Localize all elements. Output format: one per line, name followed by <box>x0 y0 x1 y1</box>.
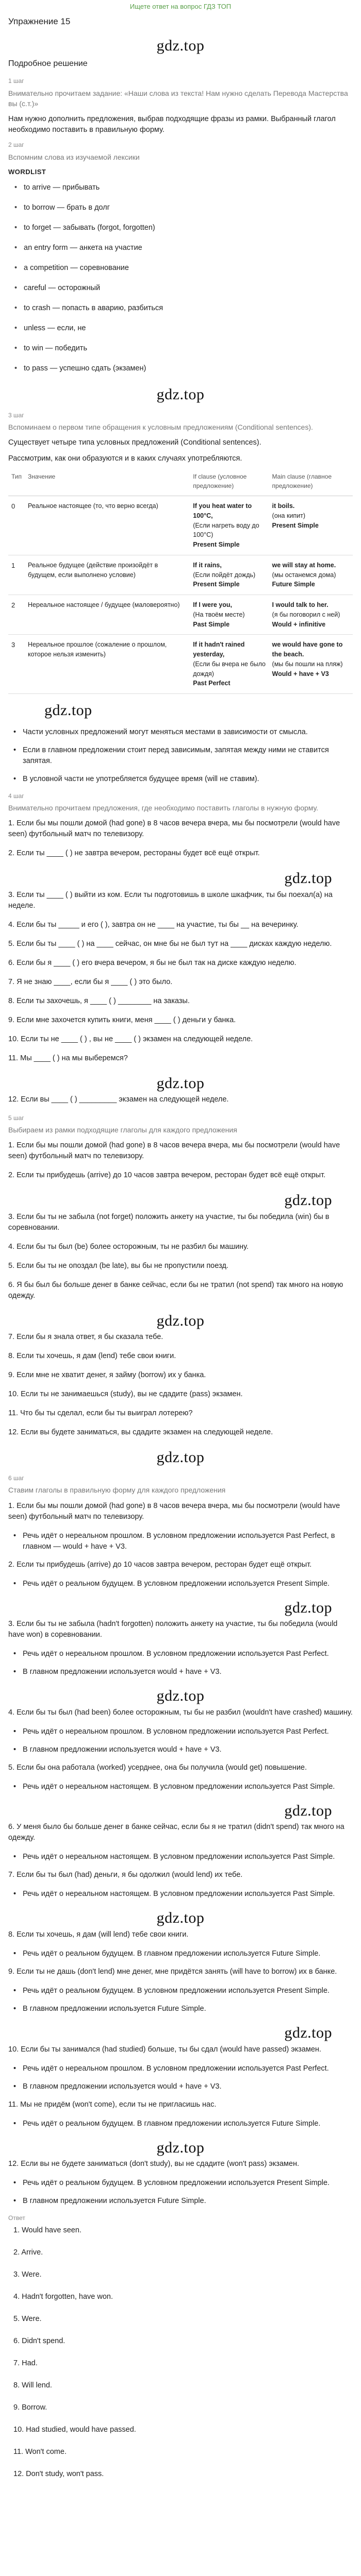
list-item: 12. Don't study, won't pass. <box>13 2469 104 2478</box>
table-row <box>8 635 353 694</box>
list-item: • unless — если, не <box>12 323 353 334</box>
list-item: 9. Если мне не хватит денег, я займу (borrow) их у банка. <box>8 1371 206 1380</box>
watermark: gdz.top <box>156 1074 205 1092</box>
list-item: 2. Если ты прибудешь (arrive) до 10 часов завтра вечером, ресторан будет всё ещё открыт. <box>8 1171 326 1180</box>
list-item: • to win — победить <box>12 343 353 354</box>
list-item: 4. Если бы ты _____ и его ( ), завтра он не ____ на участие, ты бы __ на вечеринку. <box>8 920 299 929</box>
explanation: • В главном предложении используется would + have + V3. <box>8 1744 353 1755</box>
step-label: 3 шаг <box>8 411 24 419</box>
page-title: Упражнение 15 <box>8 16 71 26</box>
list-item: • to crash — попасть в аварию, разбиться <box>12 303 353 314</box>
list-item: • to borrow — брать в долг <box>12 202 353 213</box>
table-row <box>8 555 353 595</box>
list-item: 5. Если бы она работала (worked) усерднее, она бы получила (would get) повышение. <box>8 1763 307 1772</box>
table-row <box>8 595 353 635</box>
explanation: • Речь идёт о реальном будущем. В главном предложении используется Future Simple. <box>8 2119 353 2129</box>
explanation: • Речь идёт о реальном будущем. В условном предложении используется Present Simple. <box>8 1579 353 1589</box>
rules-list <box>8 727 353 785</box>
list-item: 4. Если бы ты был (be) более осторожным, ты не разбил бы машину. <box>8 1242 249 1251</box>
paragraph: Нам нужно дополнить предложения, выбрав подходящие фразы из рамки. Выбранный глагол необходимо поставить в правильную форму. <box>8 115 336 134</box>
list-item: 1. Если бы мы пошли домой (had gone) в 8 часов вечера вчера, мы бы посмотрели (would have seen) футбольный матч по телевизору. <box>8 819 340 839</box>
table-cell: 0 <box>8 496 25 555</box>
list-item: 3. Если ты ____ ( ) выйти из ком. Если ты подготовишь в школе шкафчик, ты бы поехал(а) на неделе. <box>8 890 333 910</box>
watermark: gdz.top <box>156 1687 205 1705</box>
table-row <box>8 496 353 555</box>
table-cell: Реальное будущее (действие произойдёт в будущем, если выполнено условие) <box>25 555 190 595</box>
step-description: Внимательно прочитаем задание: «Наши слова из текста! Нам нужно сделать Перевода Мастерства вы (с.т.)» <box>8 89 348 108</box>
list-item: 12. Если вы ____ ( ) _________ экзамен на следующей неделе. <box>8 1095 229 1104</box>
step-label: 2 шаг <box>8 141 24 149</box>
list-item: 5. Если бы ты ____ ( ) на ____ сейчас, он мне бы не был тут на ____ дисках каждую неделю. <box>8 939 332 948</box>
list-item: 11. Мы ____ ( ) на мы выберемся? <box>8 1054 128 1062</box>
list-item: 7. Если бы ты был (had) деньги, я бы одолжил (would lend) их тебе. <box>8 1871 243 1879</box>
list-item: • Если в главном предложении стоит перед зависимым, запятая между ними не ставится запятая. <box>8 745 353 767</box>
table-cell: Нереальное прошлое (сожаление о прошлом, которое нельзя изменить) <box>25 635 190 694</box>
list-item: 10. Had studied, would have passed. <box>13 2425 136 2434</box>
explanation: • В главном предложении используется Future Simple. <box>8 2004 353 2014</box>
watermark: gdz.top <box>284 870 332 887</box>
list-item: 3. Если бы ты не забыла (not forget) положить анкету на участие, ты бы победила (win) бы в соревновании. <box>8 1212 330 1232</box>
list-item: 10. Если ты не занимаешься (study), вы не сдадите (pass) экзамен. <box>8 1390 243 1399</box>
list-item: • to pass — успешно сдать (экзамен) <box>12 363 353 374</box>
wordlist <box>12 182 353 374</box>
explanation: • Речь идёт о реальном будущем. В главном предложении используется Future Simple. <box>8 1948 353 1959</box>
list-item: 3. Если бы ты не забыла (hadn't forgotten) положить анкету на участие, ты бы победила (would have won) в соревновании. <box>8 1620 338 1639</box>
watermark: gdz.top <box>156 386 205 403</box>
list-item: 8. Если ты хочешь, я дам (will lend) тебе свои книги. <box>8 1930 189 1939</box>
top-link[interactable]: Ищете ответ на вопрос ГДЗ ТОП <box>129 3 232 10</box>
watermark: gdz.top <box>156 1312 205 1329</box>
watermark: gdz.top <box>284 1802 332 1819</box>
explanation: • Речь идёт о нереальном настоящем. В условном предложении используется Past Simple. <box>8 1782 353 1792</box>
step-label: 4 шаг <box>8 792 24 800</box>
list-item: 6. Я бы был бы больше денег в банке сейчас, если бы не тратил (not spend) так много на новую одежду. <box>8 1280 343 1300</box>
table-cell: we would have gone to the beach. (мы бы пошли на пляж) Would + have + V3 <box>269 635 353 694</box>
explanation: • Речь идёт о нереальном прошлом. В условном предложении используется Past Perfect, в главном — would + have + V3. <box>8 1531 353 1552</box>
list-item: 9. Если ты не дашь (don't lend) мне денег, мне придётся занять (will have to borrow) их в банке. <box>8 1967 337 1976</box>
table-cell: I would talk to her. (я бы поговорил с ней) Would + infinitive <box>269 595 353 635</box>
step-description: Вспоминаем о первом типе обращения к условным предложениям (Conditional sentences). <box>8 422 313 431</box>
list-item: • В условной части не употребляется будущее время (will не ставим). <box>8 774 353 785</box>
list-item: 8. Если ты хочешь, я дам (lend) тебе свои книги. <box>8 1352 176 1361</box>
table-header: Значение <box>25 469 190 496</box>
step-description: Выбираем из рамки подходящие глаголы для каждого предложения <box>8 1125 237 1134</box>
list-item: 1. Если бы мы пошли домой (had gone) в 8 часов вечера вчера, мы бы посмотрели (would have seen) футбольный матч по телевизору. <box>8 1501 340 1521</box>
answer-label: Ответ <box>8 2214 25 2222</box>
table-cell: 3 <box>8 635 25 694</box>
step-description: Внимательно прочитаем предложения, где необходимо поставить глаголы в нужную форму. <box>8 803 319 812</box>
conditionals-table <box>8 469 353 694</box>
list-item: 12. Если вы не будете заниматься (don't study), вы не сдадите (won't pass) экзамен. <box>8 2160 299 2168</box>
watermark: gdz.top <box>284 1192 332 1209</box>
list-item: • careful — осторожный <box>12 283 353 294</box>
list-item: 5. Were. <box>13 2314 42 2323</box>
list-item: 11. Мы не придём (won't come), если ты не пригласишь нас. <box>8 2100 217 2109</box>
explanation: • Речь идёт о нереальном прошлом. В условном предложении используется Past Perfect. <box>8 2063 353 2074</box>
list-item: 7. Если бы я знала ответ, я бы сказала тебе. <box>8 1333 163 1342</box>
list-item: 10. Если бы ты занимался (had studied) больше, ты бы сдал (would have passed) экзамен. <box>8 2045 321 2054</box>
table-cell: If it hadn't rained yesterday, (Если бы вчера не было дождя) Past Perfect <box>190 635 269 694</box>
watermark: gdz.top <box>44 702 92 719</box>
list-item: 1. Если бы мы пошли домой (had gone) в 8 часов вечера вчера, мы бы посмотрели (would have seen) футбольный матч по телевизору. <box>8 1141 340 1161</box>
list-item: 2. Если ты ____ ( ) не завтра вечером, рестораны будет всё ещё открыт. <box>8 849 260 858</box>
step-description: Ставим глаголы в правильную форму для каждого предложения <box>8 1486 226 1495</box>
list-item: 4. Если бы ты был (had been) более осторожным, ты бы не разбил (wouldn't have crashed) машину. <box>8 1708 353 1717</box>
table-cell: Реальное настоящее (то, что верно всегда) <box>25 496 190 555</box>
explanation: • Речь идёт о нереальном настоящем. В условном предложении используется Past Simple. <box>8 1889 353 1900</box>
table-cell: If I were you, (На твоём месте) Past Simple <box>190 595 269 635</box>
list-item: 5. Если бы ты не опоздал (be late), вы бы не пропустили поезд. <box>8 1261 228 1270</box>
list-item: 6. У меня было бы больше денег в банке сейчас, если бы я не тратил (didn't spend) так много на одежду. <box>8 1823 344 1842</box>
explanation: • В главном предложении используется would + have + V3. <box>8 2081 353 2092</box>
list-item: • to arrive — прибывать <box>12 182 353 193</box>
list-item: 11. Won't come. <box>13 2447 67 2456</box>
table-header: Тип <box>8 469 25 496</box>
table-cell: Нереальное настоящее / будущее (маловероятно) <box>25 595 190 635</box>
table-cell: If you heat water to 100°C, (Если нагреть воду до 100°С) Present Simple <box>190 496 269 555</box>
step-label: 6 шаг <box>8 1474 24 1482</box>
solution-heading: Подробное решение <box>8 59 88 69</box>
table-header: If clause (условное предложение) <box>190 469 269 496</box>
explanation: • В главном предложении используется Future Simple. <box>8 2196 353 2207</box>
list-item: 9. Если мне захочется купить книги, меня ____ ( ) деньги у банка. <box>8 1015 236 1024</box>
table-cell: it boils. (она кипит) Present Simple <box>269 496 353 555</box>
watermark: gdz.top <box>156 1449 205 1466</box>
step-label: 1 шаг <box>8 77 24 85</box>
watermark: gdz.top <box>156 2139 205 2156</box>
step-label: 5 шаг <box>8 1114 24 1122</box>
paragraph: Рассмотрим, как они образуются и в каких случаях употребляются. <box>8 454 242 463</box>
list-item: 2. Arrive. <box>13 2248 43 2257</box>
list-item: 6. Didn't spend. <box>13 2336 65 2345</box>
list-item: • to forget — забывать (forgot, forgotten) <box>12 223 353 233</box>
list-item: 4. Hadn't forgotten, have won. <box>13 2292 113 2301</box>
list-item: 7. Had. <box>13 2359 38 2367</box>
list-item: 1. Would have seen. <box>13 2226 81 2234</box>
watermark: gdz.top <box>284 1599 332 1616</box>
paragraph: Существует четыре типа условных предложений (Conditional sentences). <box>8 438 261 447</box>
table-header: Main clause (главное предложение) <box>269 469 353 496</box>
list-item: 7. Я не знаю ____, если бы я ____ ( ) это было. <box>8 977 173 986</box>
list-item: 8. Will lend. <box>13 2381 52 2389</box>
watermark: gdz.top <box>156 37 205 54</box>
wordlist-title: WORDLIST <box>8 168 46 176</box>
explanation: • Речь идёт о нереальном прошлом. В условном предложении используется Past Perfect. <box>8 1649 353 1659</box>
watermark: gdz.top <box>284 2024 332 2041</box>
list-item: 10. Если ты не ____ ( ) , вы не ____ ( ) экзамен на следующей неделе. <box>8 1035 253 1043</box>
explanation: • Речь идёт о реальном будущем. В условном предложении используется Present Simple. <box>8 2178 353 2189</box>
step-description: Вспомним слова из изучаемой лексики <box>8 152 140 161</box>
watermark: gdz.top <box>156 1909 205 1927</box>
list-item: 6. Если бы я ____ ( ) его вчера вечером, я бы не был так на диске каждую неделю. <box>8 958 297 967</box>
explanation: • Речь идёт о реальном будущем. В условном предложении используется Present Simple. <box>8 1986 353 1996</box>
table-cell: 2 <box>8 595 25 635</box>
table-cell: 1 <box>8 555 25 595</box>
list-item: • an entry form — анкета на участие <box>12 243 353 253</box>
list-item: 3. Were. <box>13 2270 42 2279</box>
list-item: 11. Что бы ты сделал, если бы ты выиграл лотерею? <box>8 1409 193 1418</box>
list-item: 12. Если вы будете заниматься, вы сдадите экзамен на следующей неделе. <box>8 1428 273 1437</box>
list-item: 8. Если ты захочешь, я ____ ( ) ________ на заказы. <box>8 996 190 1005</box>
list-item: • Части условных предложений могут меняться местами в зависимости от смысла. <box>8 727 353 738</box>
explanation: • В главном предложении используется would + have + V3. <box>8 1667 353 1677</box>
explanation: • Речь идёт о нереальном настоящем. В условном предложении используется Past Simple. <box>8 1852 353 1862</box>
list-item: 9. Borrow. <box>13 2403 47 2412</box>
list-item: 2. Если ты прибудешь (arrive) до 10 часов завтра вечером, ресторан будет ещё открыт. <box>8 1560 312 1569</box>
explanation: • Речь идёт о нереальном прошлом. В условном предложении используется Past Perfect. <box>8 1726 353 1737</box>
list-item: • a competition — соревнование <box>12 263 353 274</box>
table-cell: If it rains, (Если пойдёт дождь) Present Simple <box>190 555 269 595</box>
table-cell: we will stay at home. (мы останемся дома) Future Simple <box>269 555 353 595</box>
answers-list <box>13 2225 353 2480</box>
